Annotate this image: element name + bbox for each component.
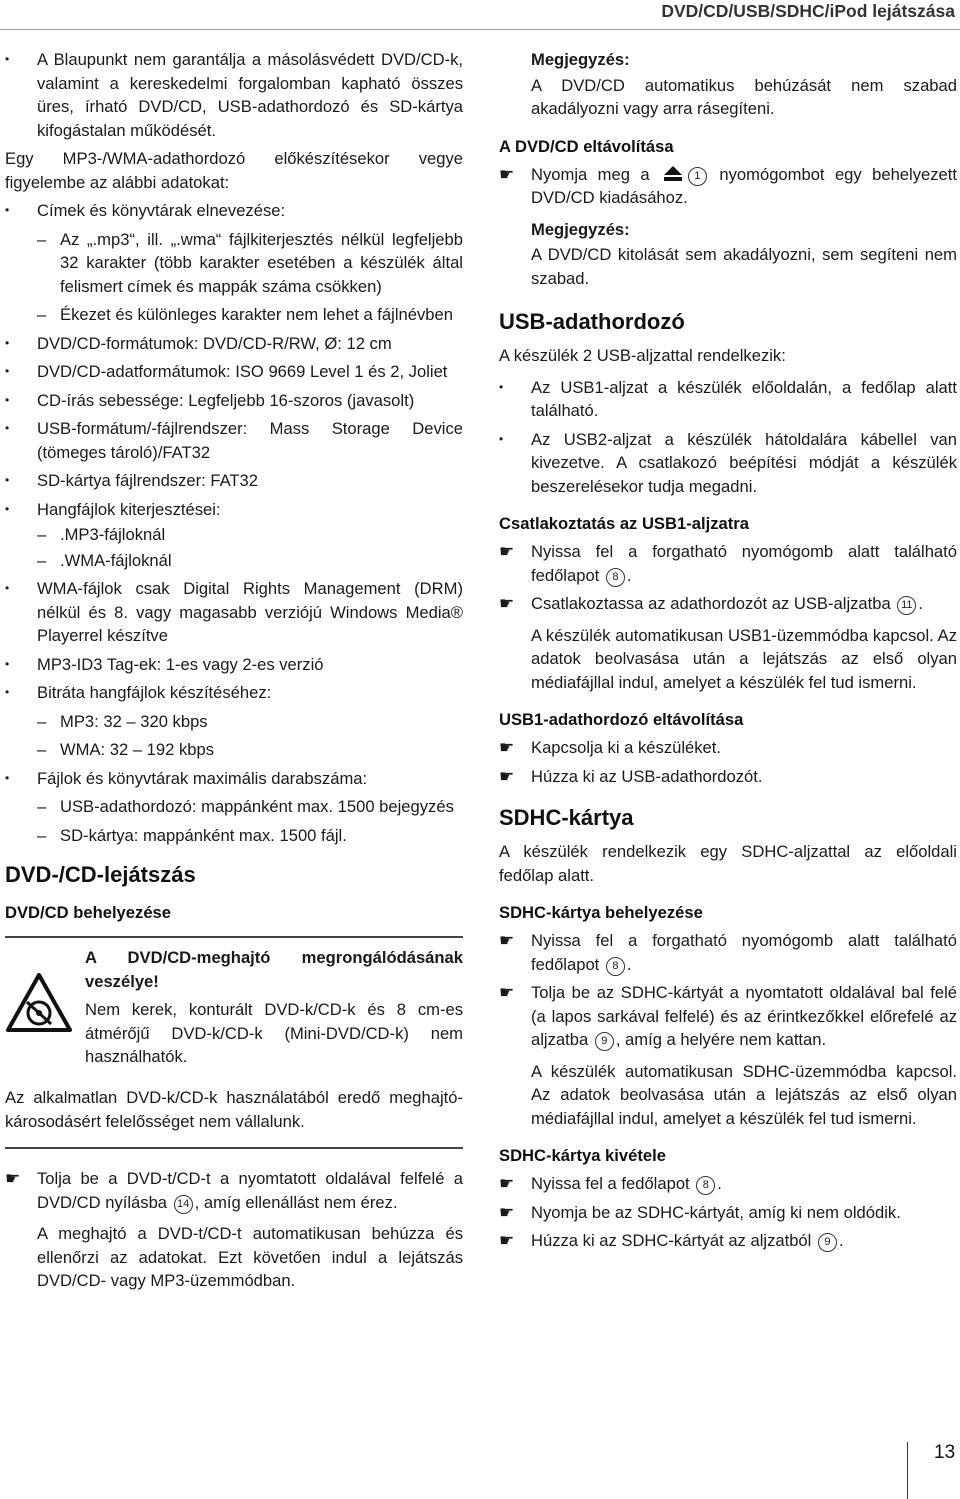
note-heading: Megjegyzés: bbox=[531, 219, 630, 239]
action-text: . bbox=[626, 565, 632, 585]
pointing-hand-icon: ☛ bbox=[499, 983, 515, 1002]
action-step bbox=[499, 163, 957, 210]
pointing-hand-icon: ☛ bbox=[5, 1169, 21, 1188]
list-item: • MP3-ID3 Tag-ek: 1-es vagy 2-es verzió bbox=[5, 653, 463, 677]
pointing-hand-icon: ☛ bbox=[499, 738, 515, 757]
section-heading: USB-adathordozó bbox=[499, 309, 685, 334]
action-result: A készülék automatikusan USB1-üzemmódba kapcsol. Az adatok beolvasása után a lejátszás az első olyan médiafájllal indul, amelyet a készülék fel tud ismerni. bbox=[531, 625, 957, 692]
paragraph: Egy MP3-/WMA-adathordozó előkészítésekor vegye figyelembe az alábbi adatokat: bbox=[5, 149, 463, 192]
sub-list-item: – .MP3-fájloknál bbox=[5, 523, 463, 547]
paragraph: A készülék rendelkezik egy SDHC-aljzattal az előoldali fedőlap alatt. bbox=[499, 842, 957, 885]
action-text: . bbox=[918, 594, 923, 613]
action-text: , amíg ellenállást nem érez. bbox=[194, 1192, 398, 1212]
action-text: Tolja be az SDHC-kártyát a nyomtatott oldalával bal felé (a lapos sarkával felfelé) és az érintkezőkkel előrefelé az aljzatba bbox=[531, 983, 957, 1049]
pointing-hand-icon: ☛ bbox=[499, 1174, 515, 1193]
list-item: • Címek és könyvtárak elnevezése: bbox=[5, 199, 463, 223]
list-item: • DVD/CD-formátumok: DVD/CD-R/RW, Ø: 12 cm bbox=[5, 332, 463, 356]
action-step bbox=[499, 929, 957, 976]
pointing-hand-icon: ☛ bbox=[499, 1202, 515, 1222]
list-item: • Az USB2-aljzat a készülék hátoldalára kábellel van kivezetve. A csatlakozó beépítési módját a készülék beszerelésekor tudja megadni. bbox=[499, 428, 957, 499]
section-heading: DVD-/CD-lejátszás bbox=[5, 862, 196, 887]
control-number-badge: 11 bbox=[897, 596, 916, 615]
action-step bbox=[499, 765, 957, 789]
pointing-hand-icon: ☛ bbox=[499, 931, 515, 950]
action-text: . bbox=[626, 954, 632, 974]
control-number-badge: 8 bbox=[606, 568, 625, 587]
action-text: Nyissa fel a fedőlapot bbox=[531, 1174, 695, 1193]
warning-title: A DVD/CD-meghajtó megrongálódásának veszélye! bbox=[85, 948, 463, 991]
action-text: , amíg a helyére nem kattan. bbox=[615, 1030, 827, 1049]
list-item: • Hangfájlok kiterjesztései: bbox=[5, 498, 463, 522]
subsection-heading: A DVD/CD eltávolítása bbox=[499, 136, 674, 156]
control-number-badge: 14 bbox=[174, 1195, 193, 1214]
control-number-badge: 8 bbox=[696, 1176, 715, 1195]
action-result: A készülék automatikusan SDHC-üzemmódba kapcsol. Az adatok beolvasása után a lejátszás az első olyan médiafájllal indul, amelyet a készülék fel tud ismerni. bbox=[531, 1061, 957, 1128]
action-text: Nyomja meg a bbox=[531, 164, 660, 184]
sub-list-item: – Az „.mp3“, ill. „.wma“ fájlkiterjesztés nélkül legfeljebb 32 karakter (több karakter esetében a készülék által felismert címek és mappák száma csökken) bbox=[5, 228, 463, 299]
action-text: nyomógombot egy behelyezett DVD/CD kiadásához. bbox=[531, 164, 957, 207]
header-rule bbox=[0, 29, 960, 30]
action-step bbox=[499, 1172, 957, 1196]
page-number-rule bbox=[907, 1442, 908, 1499]
list-item: • WMA-fájlok csak Digital Rights Management (DRM) nélkül és 8. vagy magasabb verziójú Windows Media® Playerrel készítve bbox=[5, 577, 463, 648]
pointing-hand-icon: ☛ bbox=[499, 1231, 515, 1250]
list-item: • USB-formátum/-fájlrendszer: Mass Storage Device (tömeges tároló)/FAT32 bbox=[5, 417, 463, 464]
sub-list-item: – WMA: 32 – 192 kbps bbox=[5, 738, 463, 762]
list-item: • CD-írás sebessége: Legfeljebb 16-szoros (javasolt) bbox=[5, 389, 463, 413]
action-text: Kapcsolja ki a készüléket. bbox=[531, 738, 722, 757]
paragraph: Az alkalmatlan DVD-k/CD-k használatából eredő meghajtó-károsodásért felelősséget nem vállalunk. bbox=[5, 1088, 463, 1131]
eject-icon bbox=[664, 166, 682, 181]
section-heading: SDHC-kártya bbox=[499, 805, 634, 830]
subsection-heading: DVD/CD behelyezése bbox=[5, 903, 172, 922]
control-number-badge: 9 bbox=[595, 1032, 614, 1051]
subsection-heading: USB1-adathordozó eltávolítása bbox=[499, 710, 744, 729]
list-item: • A Blaupunkt nem garantálja a másolásvédett DVD/CD-k, valamint a kereskedelmi forgalomban kapható összes üres, írható DVD/CD, USB-adathordozó és SD-kártya kifogástalan működését. bbox=[5, 48, 463, 142]
action-text: Csatlakoztassa az adathordozót az USB-aljzatba bbox=[531, 594, 896, 613]
action-text: Tolja be a DVD-t/CD-t a nyomtatott oldalával felfelé a DVD/CD nyílásba bbox=[37, 1169, 463, 1212]
warning-text: Nem kerek, konturált DVD-k/CD-k és 8 cm-es átmérőjű DVD-k/CD-k (Mini-DVD/CD-k) nem használhatók. bbox=[85, 1000, 463, 1066]
paragraph: A készülék 2 USB-aljzattal rendelkezik: bbox=[499, 346, 786, 365]
action-text: Nyissa fel a forgatható nyomógomb alatt található fedőlapot bbox=[531, 542, 957, 585]
action-text: . bbox=[717, 1174, 722, 1193]
warning-top-rule bbox=[5, 936, 463, 938]
pointing-hand-icon: ☛ bbox=[499, 164, 515, 184]
note-text: A DVD/CD automatikus behúzását nem szabad akadályozni vagy arra rásegíteni. bbox=[531, 75, 957, 118]
pointing-hand-icon: ☛ bbox=[499, 594, 515, 613]
subsection-heading: SDHC-kártya kivétele bbox=[499, 1146, 666, 1165]
list-item: • Az USB1-aljzat a készülék előoldalán, a fedőlap alatt található. bbox=[499, 376, 957, 423]
pointing-hand-icon: ☛ bbox=[499, 542, 515, 561]
sub-list-item: – Ékezet és különleges karakter nem lehet a fájlnévben bbox=[5, 303, 463, 327]
action-step bbox=[499, 1229, 957, 1253]
action-step bbox=[499, 592, 957, 616]
left-column bbox=[5, 48, 463, 1293]
warning-box bbox=[5, 946, 463, 1086]
right-column bbox=[499, 48, 957, 1253]
action-text: Nyomja be az SDHC-kártyát, amíg ki nem oldódik. bbox=[531, 1202, 901, 1222]
running-header: DVD/CD/USB/SDHC/iPod lejátszása bbox=[661, 1, 955, 21]
action-result: A meghajtó a DVD-t/CD-t automatikusan behúzza és ellenőrzi az adatokat. Ezt követően indul a lejátszás DVD/CD- vagy MP3-üzemmódban. bbox=[37, 1224, 463, 1290]
list-item: • Bitráta hangfájlok készítéséhez: bbox=[5, 681, 463, 705]
list-item: • DVD/CD-adatformátumok: ISO 9669 Level 1 és 2, Joliet bbox=[5, 360, 463, 384]
sub-list-item: – .WMA-fájloknál bbox=[5, 549, 463, 573]
note-text: A DVD/CD kitolását sem akadályozni, sem segíteni nem szabad. bbox=[531, 245, 957, 288]
action-text: Húzza ki az SDHC-kártyát az aljzatból bbox=[531, 1231, 816, 1250]
pointing-hand-icon: ☛ bbox=[499, 766, 515, 786]
control-number-badge: 9 bbox=[818, 1233, 837, 1252]
action-step bbox=[499, 736, 957, 760]
note-heading: Megjegyzés: bbox=[531, 50, 630, 69]
list-item: • SD-kártya fájlrendszer: FAT32 bbox=[5, 469, 463, 493]
warning-disc-icon bbox=[5, 972, 73, 1034]
action-text: Nyissa fel a forgatható nyomógomb alatt található fedőlapot bbox=[531, 931, 957, 974]
subsection-heading: Csatlakoztatás az USB1-aljzatra bbox=[499, 514, 749, 533]
subsection-heading: SDHC-kártya behelyezése bbox=[499, 903, 703, 922]
action-text: . bbox=[838, 1231, 844, 1250]
action-step bbox=[5, 1167, 463, 1214]
action-step bbox=[499, 1201, 957, 1225]
sub-list-item: – MP3: 32 – 320 kbps bbox=[5, 710, 463, 734]
list-item: • Fájlok és könyvtárak maximális darabszáma: bbox=[5, 767, 463, 791]
page-number: 13 bbox=[934, 1442, 956, 1463]
action-text: Húzza ki az USB-adathordozót. bbox=[531, 766, 763, 786]
action-step bbox=[499, 540, 957, 587]
control-number-badge: 8 bbox=[606, 957, 625, 976]
warning-bottom-rule bbox=[5, 1147, 463, 1149]
action-step bbox=[499, 981, 957, 1052]
sub-list-item: – USB-adathordozó: mappánként max. 1500 bejegyzés bbox=[5, 795, 463, 819]
sub-list-item: – SD-kártya: mappánként max. 1500 fájl. bbox=[5, 824, 463, 848]
control-number-badge: 1 bbox=[688, 167, 707, 186]
